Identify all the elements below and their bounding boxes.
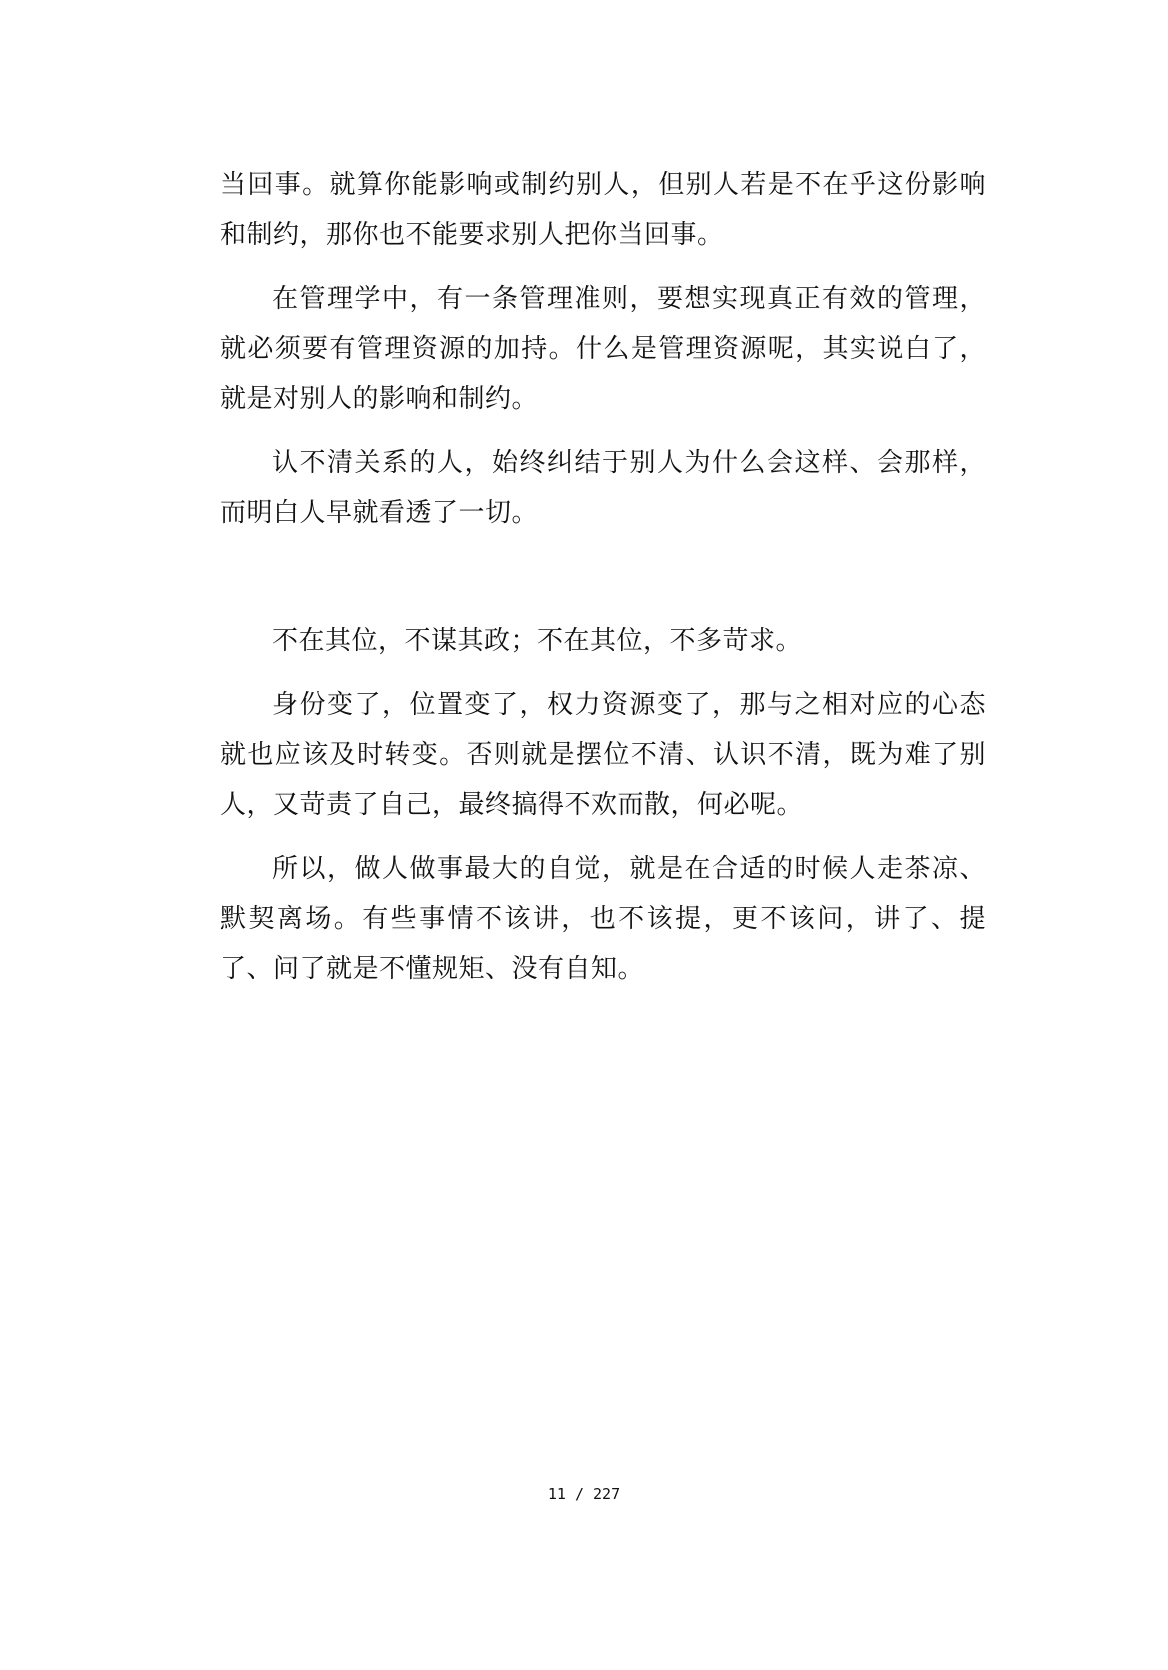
paragraph-continuation: 当回事。就算你能影响或制约别人，但别人若是不在乎这份影响和制约，那你也不能要求别人把你当回事。 — [220, 170, 986, 250]
page-number: 11 / 227 — [547, 1485, 621, 1503]
paragraph: 在管理学中，有一条管理准则，要想实现真正有效的管理，就必须要有管理资源的加持。什么是管理资源呢，其实说白了，就是对别人的影响和制约。 — [220, 284, 986, 414]
paragraph: 所以，做人做事最大的自觉，就是在合适的时候人走茶凉、默契离场。有些事情不该讲，也不该提，更不该问，讲了、提了、问了就是不懂规矩、没有自知。 — [220, 854, 986, 984]
paragraph: 认不清关系的人，始终纠结于别人为什么会这样、会那样，而明白人早就看透了一切。 — [220, 448, 986, 528]
paragraph: 身份变了，位置变了，权力资源变了，那与之相对应的心态就也应该及时转变。否则就是摆位不清、认识不清，既为难了别人，又苛责了自己，最终搞得不欢而散，何必呢。 — [220, 690, 986, 820]
body-text — [220, 160, 986, 994]
paragraph: 不在其位，不谋其政；不在其位，不多苛求。 — [272, 626, 803, 656]
